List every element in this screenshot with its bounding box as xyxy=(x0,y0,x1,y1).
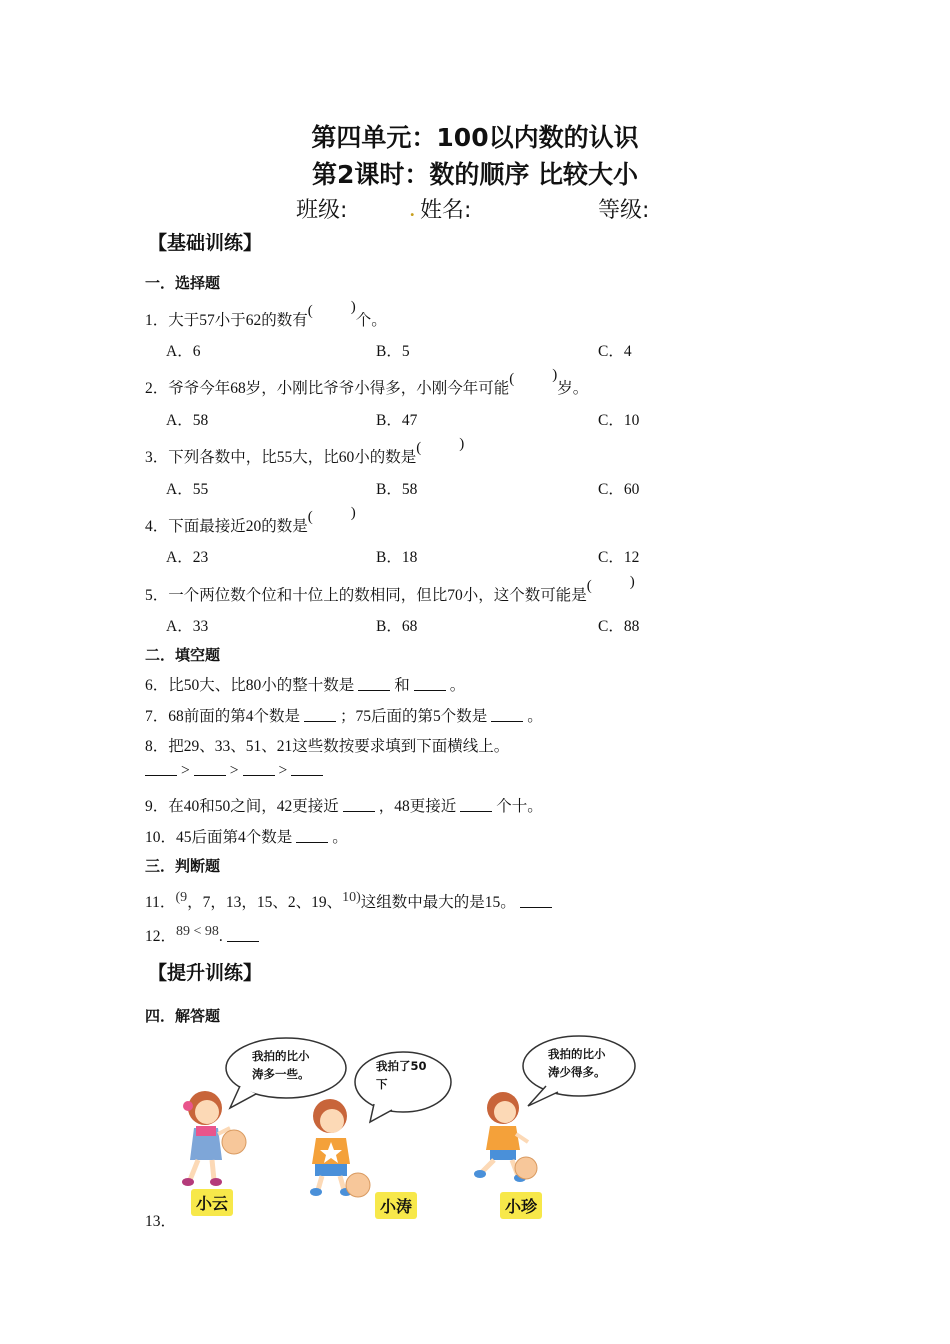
answer-paren xyxy=(308,513,356,527)
name-tag-xiaotao: 小涛 xyxy=(375,1192,417,1219)
option-5c: C．88 xyxy=(598,618,640,635)
question-8-blanks: > > > xyxy=(145,762,327,780)
answer-blank xyxy=(194,763,226,776)
type-judge: 三．判断题 xyxy=(145,857,221,875)
answer-blank xyxy=(358,678,390,691)
answer-blank xyxy=(296,830,328,843)
name-tag-xiaozhen: 小珍 xyxy=(500,1192,542,1219)
answer-paren xyxy=(587,582,635,596)
question-10: 10．45后面第4个数是 。 xyxy=(145,829,348,846)
name-label: 姓名: xyxy=(420,198,472,223)
answer-blank xyxy=(291,763,323,776)
bubble3-line2: 涛少得多。 xyxy=(548,1065,606,1079)
option-1b: B．5 xyxy=(376,343,410,360)
answer-paren xyxy=(509,375,557,389)
bubble2-line1: 我拍了50 xyxy=(376,1059,427,1073)
option-2a: A．58 xyxy=(166,412,209,429)
type-choice: 一．选择题 xyxy=(145,274,221,292)
answer-blank xyxy=(145,763,177,776)
option-5b: B．68 xyxy=(376,618,418,635)
question-6: 6．比50大、比80小的整十数是 和 。 xyxy=(145,677,466,694)
question-4: 4．下面最接近20的数是( ) xyxy=(145,513,356,536)
bubble1-line2: 涛多一些。 xyxy=(252,1067,310,1081)
speech-bubble-2 xyxy=(355,1052,451,1122)
answer-blank xyxy=(304,709,336,722)
question-1: 1．大于57小于62的数有( ) 个。 xyxy=(145,307,387,330)
answer-blank xyxy=(520,895,552,908)
boy-xiaotao-figure xyxy=(310,1099,352,1196)
section-basic-training: 【基础训练】 xyxy=(148,232,263,254)
speech-bubble-1 xyxy=(226,1038,346,1108)
option-4a: A．23 xyxy=(166,549,209,566)
type-answer: 四．解答题 xyxy=(145,1007,221,1025)
option-2c: C．10 xyxy=(598,412,640,429)
answer-blank xyxy=(491,709,523,722)
question-11: 11．(9，7，13，15、2、19、10)这组数中最大的是15。 xyxy=(145,890,556,912)
answer-blank xyxy=(460,799,492,812)
option-3c: C．60 xyxy=(598,481,640,498)
question-8: 8．把29、33、51、21这些数按要求填到下面横线上。 xyxy=(145,738,510,755)
question-2: 2．爷爷今年68岁，小刚比爷爷小得多，小刚今年可能( ) 岁。 xyxy=(145,375,588,398)
lesson-subtitle: 第2课时：数的顺序 比较大小 xyxy=(311,160,639,189)
section-advanced-training: 【提升训练】 xyxy=(148,962,263,984)
ball-2 xyxy=(346,1173,370,1197)
name-tag-xiaoyun: 小云 xyxy=(191,1189,233,1216)
answer-paren xyxy=(308,307,356,321)
option-5a: A．33 xyxy=(166,618,209,635)
option-2b: B．47 xyxy=(376,412,418,429)
grade-label: 等级: xyxy=(598,198,650,223)
question-3: 3．下列各数中，比55大，比60小的数是( ) xyxy=(145,444,464,467)
answer-blank xyxy=(243,763,275,776)
answer-blank xyxy=(343,799,375,812)
answer-blank xyxy=(414,678,446,691)
speech-bubble-3 xyxy=(523,1036,635,1106)
dot-mark: . xyxy=(410,200,415,220)
answer-blank xyxy=(227,929,259,942)
bubble3-line1: 我拍的比小 xyxy=(548,1047,606,1061)
question-5: 5．一个两位数个位和十位上的数相同，但比70小，这个数可能是( ) xyxy=(145,582,635,605)
page-title: 第四单元：100以内数的认识 xyxy=(311,123,639,152)
bubble1-line1: 我拍的比小 xyxy=(252,1049,310,1063)
option-1c: C．4 xyxy=(598,343,632,360)
question-12: 12．89 < 98. xyxy=(145,924,263,946)
answer-paren xyxy=(416,444,464,458)
type-fill: 二．填空题 xyxy=(145,646,221,664)
option-3b: B．58 xyxy=(376,481,418,498)
option-1a: A．6 xyxy=(166,343,201,360)
option-4c: C．12 xyxy=(598,549,640,566)
question-7: 7．68前面的第4个数是 ；75后面的第5个数是 。 xyxy=(145,708,543,725)
question-9: 9．在40和50之间，42更接近 ，48更接近 个十。 xyxy=(145,798,543,815)
option-3a: A．55 xyxy=(166,481,209,498)
ball-3 xyxy=(515,1157,537,1179)
class-label: 班级: xyxy=(296,198,348,223)
option-4b: B．18 xyxy=(376,549,418,566)
ball-1 xyxy=(222,1130,246,1154)
bubble2-line2: 下 xyxy=(376,1077,388,1091)
question-13: 13． xyxy=(145,1213,177,1230)
